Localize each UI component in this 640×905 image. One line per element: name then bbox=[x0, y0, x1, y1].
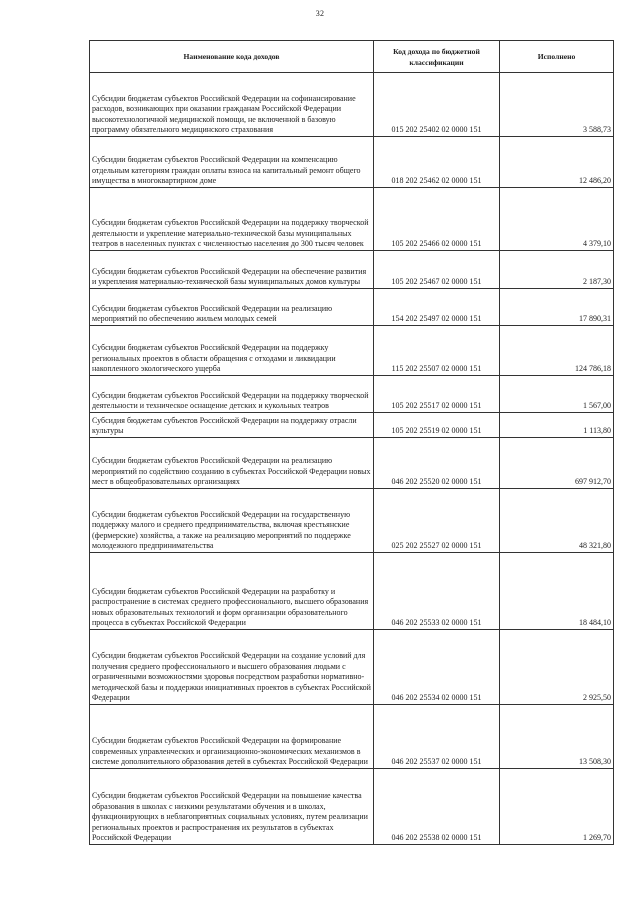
table-row bbox=[90, 489, 614, 553]
row-amount: 18 484,10 bbox=[500, 553, 614, 630]
table-row bbox=[90, 289, 614, 326]
header-code: Код дохода по бюджетной классификации bbox=[374, 41, 500, 73]
row-name: Субсидии бюджетам субъектов Российской Федерации на разработку и распространение в системах среднего профессионального, высшего образования новых образовательных технологий и форм организации образовательного процесса в субъектах Российской Федерации bbox=[90, 553, 374, 630]
row-code: 015 202 25402 02 0000 151 bbox=[374, 73, 500, 137]
table-row bbox=[90, 326, 614, 376]
row-code: 046 202 25538 02 0000 151 bbox=[374, 769, 500, 845]
table-row bbox=[90, 553, 614, 630]
row-code: 046 202 25520 02 0000 151 bbox=[374, 438, 500, 489]
row-amount: 124 786,18 bbox=[500, 326, 614, 376]
header-amount: Исполнено bbox=[500, 41, 614, 73]
row-code: 025 202 25527 02 0000 151 bbox=[374, 489, 500, 553]
row-name: Субсидии бюджетам субъектов Российской Федерации на повышение качества образования в школах с низкими результатами обучения и в школах, функционирующих в неблагоприятных социальных условиях, путем реализации региональных проектов и распространения их результатов в субъектах Российской Федерации bbox=[90, 769, 374, 845]
row-code: 154 202 25497 02 0000 151 bbox=[374, 289, 500, 326]
table-row bbox=[90, 137, 614, 188]
row-name: Субсидии бюджетам субъектов Российской Федерации на создание условий для получения среднего профессионального и высшего образования людьми с ограниченными возможностями здоровья посредством разработки нормативно-методической базы и поддержки инициативных проектов в субъектах Российской Федерации bbox=[90, 630, 374, 705]
row-name: Субсидии бюджетам субъектов Российской Федерации на поддержку творческой деятельности и укрепление материально-технической базы муниципальных театров в населенных пунктах с численностью населения до 300 тысяч человек bbox=[90, 188, 374, 251]
row-name: Субсидии бюджетам субъектов Российской Федерации на реализацию мероприятий по содействию созданию в субъектах Российской Федерации новых мест в общеобразовательных организациях bbox=[90, 438, 374, 489]
row-amount: 4 379,10 bbox=[500, 188, 614, 251]
row-code: 046 202 25537 02 0000 151 bbox=[374, 705, 500, 769]
row-amount: 3 588,73 bbox=[500, 73, 614, 137]
row-name: Субсидии бюджетам субъектов Российской Федерации на поддержку творческой деятельности и техническое оснащение детских и кукольных театров bbox=[90, 376, 374, 413]
row-amount: 1 567,00 bbox=[500, 376, 614, 413]
row-amount: 12 486,20 bbox=[500, 137, 614, 188]
table-row bbox=[90, 769, 614, 845]
row-code: 018 202 25462 02 0000 151 bbox=[374, 137, 500, 188]
table-row bbox=[90, 73, 614, 137]
table-row bbox=[90, 188, 614, 251]
row-code: 046 202 25533 02 0000 151 bbox=[374, 553, 500, 630]
table-row bbox=[90, 413, 614, 438]
row-name: Субсидии бюджетам субъектов Российской Федерации на обеспечение развития и укрепления материально-технической базы муниципальных домов культуры bbox=[90, 251, 374, 289]
row-amount: 2 925,50 bbox=[500, 630, 614, 705]
row-code: 105 202 25517 02 0000 151 bbox=[374, 376, 500, 413]
row-amount: 17 890,31 bbox=[500, 289, 614, 326]
header-name: Наименование кода доходов bbox=[90, 41, 374, 73]
row-amount: 697 912,70 bbox=[500, 438, 614, 489]
table-row bbox=[90, 438, 614, 489]
row-name: Субсидии бюджетам субъектов Российской Федерации на государственную поддержку малого и среднего предпринимательства, включая крестьянские (фермерские) хозяйства, а также на реализацию мероприятий по поддержке молодежного предпринимательства bbox=[90, 489, 374, 553]
row-amount: 1 113,80 bbox=[500, 413, 614, 438]
row-name: Субсидии бюджетам субъектов Российской Федерации на софинансирование расходов, возникающих при оказании гражданам Российской Федерации высокотехнологичной медицинской помощи, не включенной в базовую программу обязательного медицинского страхования bbox=[90, 73, 374, 137]
row-code: 046 202 25534 02 0000 151 bbox=[374, 630, 500, 705]
row-code: 105 202 25466 02 0000 151 bbox=[374, 188, 500, 251]
row-amount: 48 321,80 bbox=[500, 489, 614, 553]
row-name: Субсидии бюджетам субъектов Российской Федерации на реализацию мероприятий по обеспечению жильем молодых семей bbox=[90, 289, 374, 326]
row-name: Субсидия бюджетам субъектов Российской Федерации на поддержку отрасли культуры bbox=[90, 413, 374, 438]
row-code: 105 202 25519 02 0000 151 bbox=[374, 413, 500, 438]
table-row bbox=[90, 630, 614, 705]
table-row bbox=[90, 705, 614, 769]
row-amount: 13 508,30 bbox=[500, 705, 614, 769]
row-amount: 1 269,70 bbox=[500, 769, 614, 845]
row-name: Субсидии бюджетам субъектов Российской Федерации на формирование современных управленческих и организационно-экономических механизмов в системе дополнительного образования детей в субъектах Российской Федерации bbox=[90, 705, 374, 769]
table-row bbox=[90, 376, 614, 413]
row-code: 115 202 25507 02 0000 151 bbox=[374, 326, 500, 376]
row-name: Субсидии бюджетам субъектов Российской Федерации на компенсацию отдельным категориям граждан оплаты взноса на капитальный ремонт общего имущества в многоквартирном доме bbox=[90, 137, 374, 188]
row-name: Субсидии бюджетам субъектов Российской Федерации на поддержку региональных проектов в области обращения с отходами и ликвидации накопленного экологического ущерба bbox=[90, 326, 374, 376]
row-code: 105 202 25467 02 0000 151 bbox=[374, 251, 500, 289]
table-row bbox=[90, 251, 614, 289]
row-amount: 2 187,30 bbox=[500, 251, 614, 289]
page-number: 32 bbox=[315, 9, 325, 18]
revenue-table bbox=[89, 40, 614, 845]
table-header-row bbox=[90, 41, 614, 73]
